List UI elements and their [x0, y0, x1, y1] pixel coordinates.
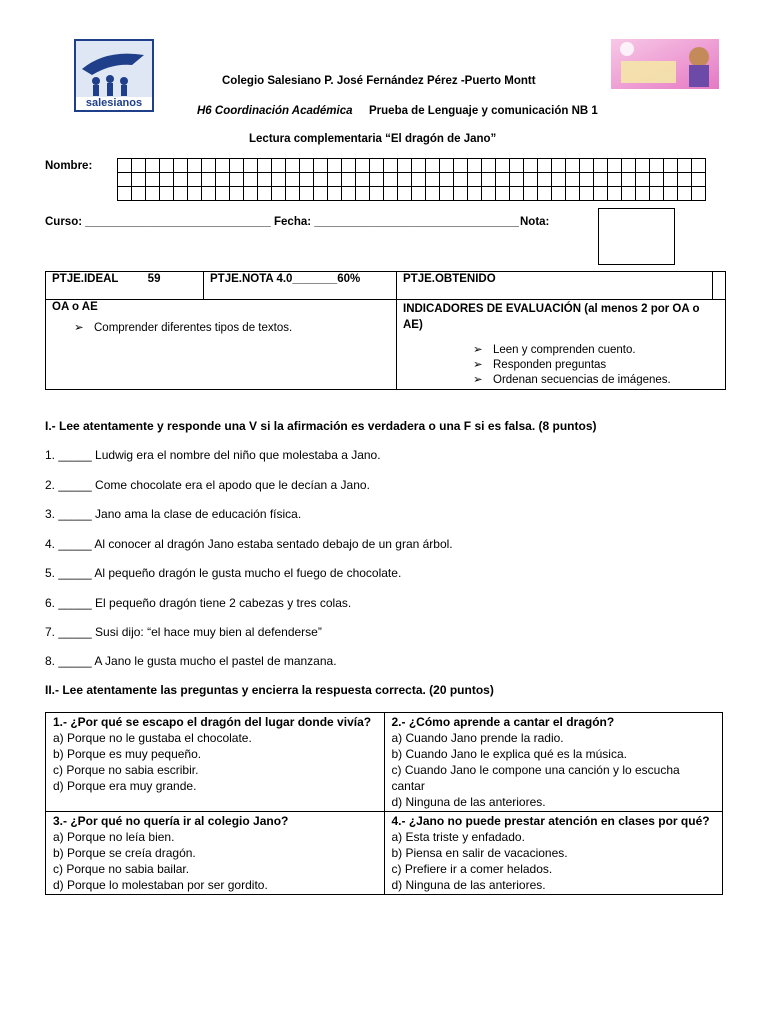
option-c[interactable]: c) Porque no sabia bailar.	[53, 862, 190, 876]
tf-item-7[interactable]: 7. _____ Susi dijo: “el hace muy bien al defenderse”	[45, 625, 322, 639]
option-d[interactable]: d) Ninguna de las anteriores.	[391, 795, 546, 809]
question-1	[46, 713, 385, 812]
question-text: 3.- ¿Por qué no quería ir al colegio Jano?	[53, 814, 289, 828]
question-text: 2.- ¿Cómo aprende a cantar el dragón?	[391, 715, 615, 729]
tf-item-1[interactable]: 1. _____ Ludwig era el nombre del niño que molestaba a Jano.	[45, 448, 381, 462]
name-grid[interactable]	[117, 158, 706, 201]
name-label: Nombre:	[45, 160, 93, 172]
ideal-score-cell: PTJE.IDEAL 59	[46, 272, 204, 300]
question-text: 1.- ¿Por qué se escapo el dragón del lugar donde vivía?	[53, 715, 372, 729]
tf-item-4[interactable]: 4. _____ Al conocer al dragón Jano estaba sentado debajo de un gran árbol.	[45, 537, 453, 551]
indicator-item: ➢ Leen y comprenden cuento.	[471, 343, 719, 358]
option-b[interactable]: b) Piensa en salir de vacaciones.	[391, 846, 568, 860]
question-2	[384, 713, 723, 812]
question-text: 4.- ¿Jano no puede prestar atención en clases por qué?	[391, 814, 710, 828]
tf-item-2[interactable]: 2. _____ Come chocolate era el apodo que le decían a Jano.	[45, 478, 370, 492]
course-field[interactable]: Curso: _____________________________	[45, 216, 271, 228]
indicator-item: ➢ Responden preguntas	[471, 358, 719, 373]
question-3	[46, 812, 385, 895]
indicators-cell	[397, 300, 726, 390]
option-a[interactable]: a) Cuando Jano prende la radio.	[391, 731, 564, 745]
reading-title: Lectura complementaria “El dragón de Jano”	[249, 133, 497, 145]
option-d[interactable]: d) Ninguna de las anteriores.	[391, 878, 546, 892]
option-d[interactable]: d) Porque lo molestaban por ser gordito.	[53, 878, 268, 892]
section-1-title: I.- Lee atentamente y responde una V si la afirmación es verdadera o una F si es falsa. (8 puntos)	[45, 419, 597, 433]
option-b[interactable]: b) Cuando Jano le explica qué es la música.	[391, 747, 627, 761]
tf-item-5[interactable]: 5. _____ Al pequeño dragón le gusta mucho el fuego de chocolate.	[45, 566, 402, 580]
option-b[interactable]: b) Porque es muy pequeño.	[53, 747, 202, 761]
oa-item: ➢ Comprender diferentes tipos de textos.	[72, 321, 390, 336]
section-2-title: II.- Lee atentamente las preguntas y encierra la respuesta correcta. (20 puntos)	[45, 683, 494, 697]
multiple-choice-table	[45, 712, 723, 895]
question-4	[384, 812, 723, 895]
tf-item-3[interactable]: 3. _____ Jano ama la clase de educación física.	[45, 507, 302, 521]
logo-label: salesianos	[85, 97, 143, 109]
coordination-label: H6 Coordinación Académica	[197, 105, 353, 117]
salesianos-logo	[74, 39, 154, 112]
oa-header: OA o AE	[52, 301, 98, 313]
option-c[interactable]: c) Cuando Jano le compone una canción y lo escucha cantar	[391, 763, 680, 793]
option-c[interactable]: c) Prefiere ir a comer helados.	[391, 862, 553, 876]
reading-campaign-logo	[611, 39, 719, 89]
test-title: Prueba de Lenguaje y comunicación NB 1	[369, 105, 598, 117]
tf-item-6[interactable]: 6. _____ El pequeño dragón tiene 2 cabezas y tres colas.	[45, 596, 352, 610]
grade-score-cell: PTJE.NOTA 4.0_______60%	[204, 272, 397, 300]
grade-label: Nota:	[520, 216, 550, 228]
evaluation-info-table	[45, 271, 726, 390]
option-a[interactable]: a) Porque no leía bien.	[53, 830, 175, 844]
option-d[interactable]: d) Porque era muy grande.	[53, 779, 197, 793]
tf-item-8[interactable]: 8. _____ A Jano le gusta mucho el pastel de manzana.	[45, 654, 337, 668]
option-b[interactable]: b) Porque se creía dragón.	[53, 846, 196, 860]
obtained-score-cell: PTJE.OBTENIDO	[397, 272, 713, 300]
date-field[interactable]: Fecha: ________________________________	[274, 216, 519, 228]
option-c[interactable]: c) Porque no sabia escribir.	[53, 763, 199, 777]
grade-box[interactable]	[598, 208, 675, 265]
option-a[interactable]: a) Porque no le gustaba el chocolate.	[53, 731, 252, 745]
obtained-score-value[interactable]	[713, 272, 726, 300]
option-a[interactable]: a) Esta triste y enfadado.	[391, 830, 525, 844]
indicator-item: ➢ Ordenan secuencias de imágenes.	[471, 373, 719, 388]
indicators-header: INDICADORES DE EVALUACIÓN (al menos 2 por OA o AE)	[403, 303, 700, 331]
oa-cell	[46, 300, 397, 390]
school-name: Colegio Salesiano P. José Fernández Pérez -Puerto Montt	[222, 75, 536, 87]
